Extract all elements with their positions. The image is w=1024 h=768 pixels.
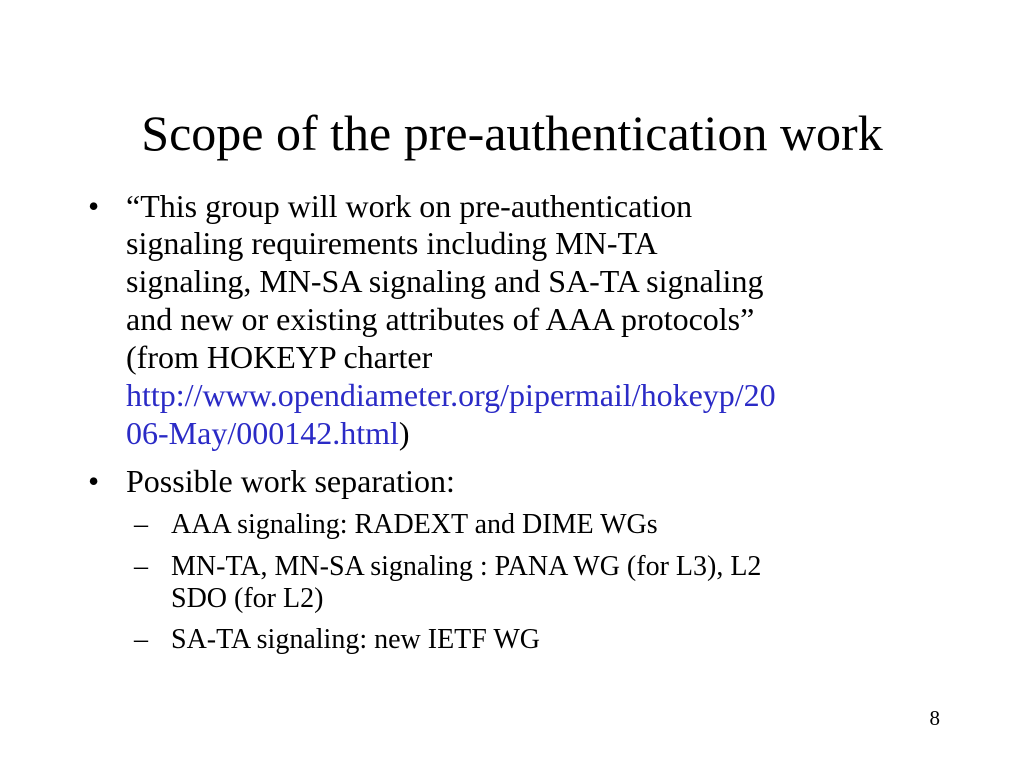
sub-item-mn-signaling: MN-TA, MN-SA signaling : PANA WG (for L3), L2 bbox=[171, 551, 762, 582]
sub-item-mn-signaling-cont: SDO (for L2) bbox=[171, 583, 324, 614]
bullet-1-line-1: “This group will work on pre-authentication bbox=[126, 188, 693, 224]
slide-title: Scope of the pre-authentication work bbox=[141, 105, 883, 161]
charter-link[interactable]: http://www.opendiameter.org/pipermail/hokeyp/20 bbox=[126, 377, 776, 413]
dash-marker: – bbox=[134, 509, 148, 540]
sub-item-aaa-signaling: AAA signaling: RADEXT and DIME WGs bbox=[171, 509, 658, 540]
charter-link-line-1[interactable] bbox=[126, 377, 776, 413]
dash-marker: – bbox=[134, 551, 148, 582]
closing-paren: ) bbox=[398, 415, 410, 451]
charter-link-continued[interactable]: 06-May/000142.html bbox=[126, 415, 399, 451]
charter-link-line-2[interactable] bbox=[126, 415, 410, 451]
bullet-1-line-3: signaling, MN-SA signaling and SA-TA signaling bbox=[126, 263, 764, 299]
bullet-1-line-2: signaling requirements including MN-TA bbox=[126, 225, 658, 261]
page-number: 8 bbox=[929, 706, 940, 730]
bullet-1-line-4: and new or existing attributes of AAA protocols” bbox=[126, 301, 755, 337]
sub-item-sa-ta-signaling: SA-TA signaling: new IETF WG bbox=[171, 624, 540, 655]
bullet-1-line-5: (from HOKEYP charter bbox=[126, 339, 433, 375]
bullet-marker: • bbox=[88, 188, 100, 224]
bullet-2-text: Possible work separation: bbox=[126, 463, 455, 499]
bullet-marker: • bbox=[88, 463, 100, 499]
dash-marker: – bbox=[134, 624, 148, 655]
